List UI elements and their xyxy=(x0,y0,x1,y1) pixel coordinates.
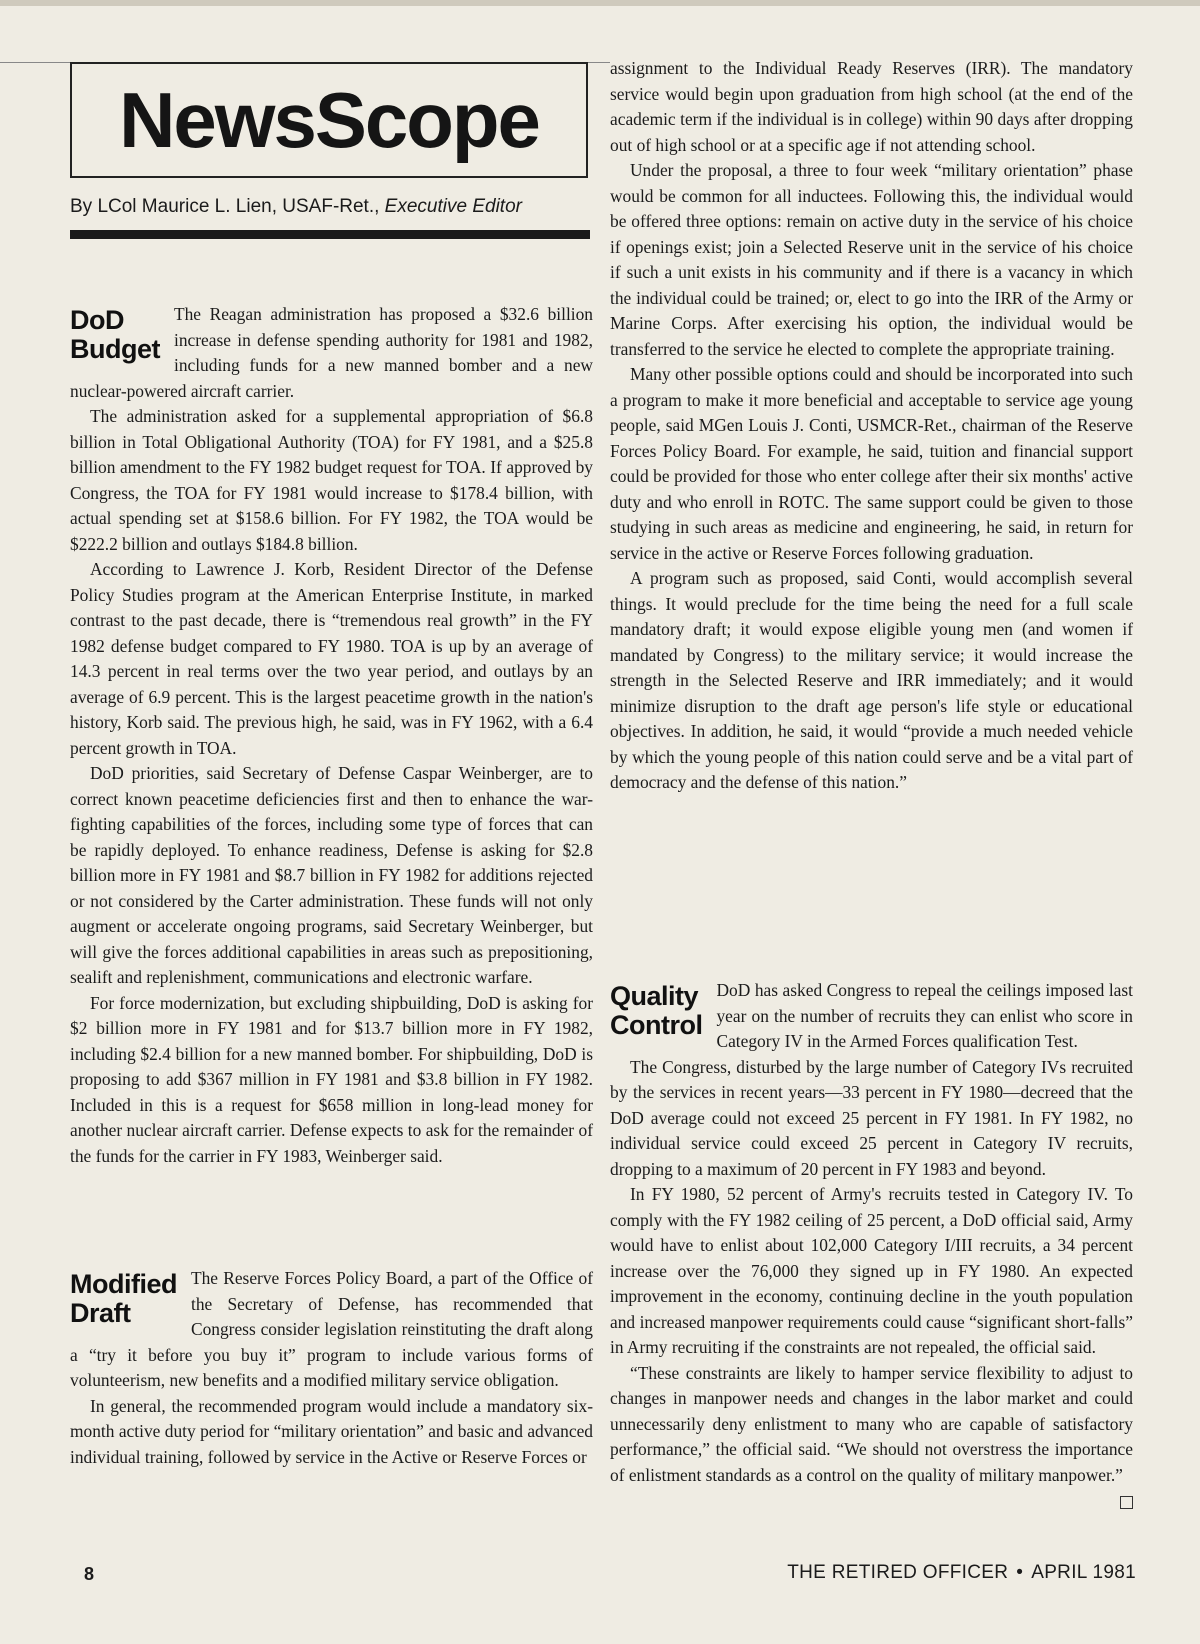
footer-bullet: • xyxy=(1016,1562,1024,1583)
byline-role: Executive Editor xyxy=(384,196,522,217)
dod-budget-heading: DoD Budget xyxy=(70,305,160,364)
budget-paragraph: The Reagan administration has proposed a $32.6 billion increase in defense spending authority for 1981 and 1982, including funds for a new manned bomber and a new nuclear-powered aircraft carrier. xyxy=(70,304,593,401)
modified-draft-article xyxy=(70,1266,593,1470)
end-of-article-mark xyxy=(1120,1496,1133,1509)
modified-draft-continued xyxy=(610,56,1133,796)
quality-paragraph: The Congress, disturbed by the large number of Category IVs recruited by the services in recent years—33 percent in FY 1980—decreed that the DoD average could not exceed 25 percent in FY 1981. In FY 1982, no individual service could exceed 25 percent in Category IV recruits, dropping to a maximum of 20 percent in FY 1983 and beyond. xyxy=(610,1056,1133,1179)
draft-paragraph: Under the proposal, a three to four week “military orientation” phase would be common for all inductees. Following this, the individual would be offered three options: remain on active duty in the service of his choice if openings exist; join a Selected Reserve unit in the service of his choice if such a unit exists in his community and if there is a vacancy in which the individual could be trained; or, elect to go into the IRR of the Army or Marine Corps. After exercising his option, the individual would be transferred to the service he elected to complete the appropriate training. xyxy=(610,160,1133,359)
draft-paragraph: A program such as proposed, said Conti, would accomplish several things. It would preclude for the time being the need for a full scale mandatory draft; it would expose eligible young men (and women if mandated by Congress) to the military service; it would increase the strength in the Selected Reserve and IRR immediately; and it would minimize disruption to the draft age person's life style or educational objectives. In addition, he said, it would “provide a much needed vehicle by which the young people of this nation could serve and be a vital part of democracy and the defense of this nation.” xyxy=(610,568,1133,792)
dod-budget-article xyxy=(70,302,593,1169)
byline-author: By LCol Maurice L. Lien, USAF-Ret., xyxy=(70,196,385,217)
byline xyxy=(70,196,600,218)
draft-paragraph: Many other possible options could and should be incorporated into such a program to make it more beneficial and acceptable to service age young people, said MGen Louis J. Conti, USMCR-Ret., chairman of the Reserve Forces Policy Board. For example, he said, tuition and financial support could be provided for those who enter college after their six months' active duty and who enroll in ROTC. The same support could be given to those studying in such areas as medicine and engineering, he said, in return for service in the active or Reserve Forces following graduation. xyxy=(610,364,1133,563)
budget-paragraph: For force modernization, but excluding shipbuilding, DoD is asking for $2 billion more in FY 1981 and for $13.7 billion more in FY 1982, including $2.4 billion for a new manned bomber. For shipbuilding, DoD is proposing to add $367 million in FY 1981 and $3.8 billion in FY 1982. Included in this is a request for $658 million in long-lead money for another nuclear aircraft carrier. Defense expects to ask for the remainder of the funds for the carrier in FY 1983, Weinberger said. xyxy=(70,992,593,1166)
publication-name: THE RETIRED OFFICER xyxy=(787,1562,1009,1583)
masthead-title: NewsScope xyxy=(119,75,539,164)
byline-divider xyxy=(70,230,590,239)
quality-paragraph: “These constraints are likely to hamper service flexibility to adjust to changes in manpower needs and changes in the labor market and could unnecessarily deny enlistment to many who are capable of satisfactory performance,” the official said. “We should not overstress the importance of enlistment standards as a control on the quality of military manpower.” xyxy=(610,1362,1133,1485)
quality-paragraph: In FY 1980, 52 percent of Army's recruits tested in Category IV. To comply with the FY 1982 ceiling of 25 percent, a DoD official said, Army would have to enlist about 102,000 Category I/III recruits, a 34 percent increase over the 76,000 they signed up in FY 1980. An expected improvement in the economy, continuing decline in the youth population and increased manpower requirements could cause “significant short-falls” in Army recruiting if the constraints are not repealed, the official said. xyxy=(610,1184,1133,1357)
budget-paragraph: The administration asked for a supplemental appropriation of $6.8 billion in Total Obligational Authority (TOA) for FY 1981, and a $25.8 billion amendment to the FY 1982 budget request for TOA. If approved by Congress, the TOA for FY 1981 would increase to $178.4 billion, with actual spending set at $158.6 billion. For FY 1982, the TOA would be $222.2 billion and outlays $184.8 billion. xyxy=(70,406,593,554)
page-top-edge xyxy=(0,0,1200,6)
page-number: 8 xyxy=(84,1564,95,1584)
modified-draft-heading: Modified Draft xyxy=(70,1269,177,1328)
issue-date: APRIL 1981 xyxy=(1031,1562,1136,1583)
draft-paragraph: The Reserve Forces Policy Board, a part of the Office of the Secretary of Defense, has recommended that Congress consider legislation reinstituting the draft along a “try it before you buy it” program to include various forms of volunteerism, new benefits and a modified military service obligation. xyxy=(70,1268,593,1390)
quality-paragraph: DoD has asked Congress to repeal the ceilings imposed last year on the number of recruits they can enlist who score in Category IV in the Armed Forces qualification Test. xyxy=(716,980,1133,1051)
draft-paragraph: assignment to the Individual Ready Reserves (IRR). The mandatory service would begin upon graduation from high school (at the end of the academic term if the individual is in college) within 90 days after dropping out of high school or at a specific age if not attending school. xyxy=(610,58,1133,155)
budget-paragraph: DoD priorities, said Secretary of Defense Caspar Weinberger, are to correct known peacetime deficiencies first and then to enhance the war-fighting capabilities of the forces, including some type of forces that can be rapidly deployed. To enhance readiness, Defense is asking for $2.8 billion more in FY 1981 and $8.7 billion in FY 1982 for additions rejected or not considered by the Carter administration. These funds will not only augment or accelerate ongoing programs, said Secretary Weinberger, but will give the forces additional capabilities in areas such as prepositioning, sealift and replenishment, communications and electronic warfare. xyxy=(70,763,593,987)
publication-footer xyxy=(787,1562,1136,1584)
quality-control-heading: Quality Control xyxy=(610,981,703,1040)
draft-paragraph: In general, the recommended program would include a mandatory six-month active duty period for “military orientation” and basic and advanced individual training, followed by service in the Active or Reserve Forces or xyxy=(70,1395,593,1467)
budget-paragraph: According to Lawrence J. Korb, Resident Director of the Defense Policy Studies program at the American Enterprise Institute, in marked contrast to the past decade, there is “tremendous real growth” in the FY 1982 defense budget compared to FY 1980. TOA is up by an average of 14.3 percent in real terms over the two year period, and outlays by an average of 6.9 percent. This is the largest peacetime growth in the nation's history, Korb said. The previous high, he said, was in FY 1962, with a 6.4 percent growth in TOA. xyxy=(70,559,593,758)
quality-control-article xyxy=(610,978,1133,1509)
masthead xyxy=(70,62,588,178)
